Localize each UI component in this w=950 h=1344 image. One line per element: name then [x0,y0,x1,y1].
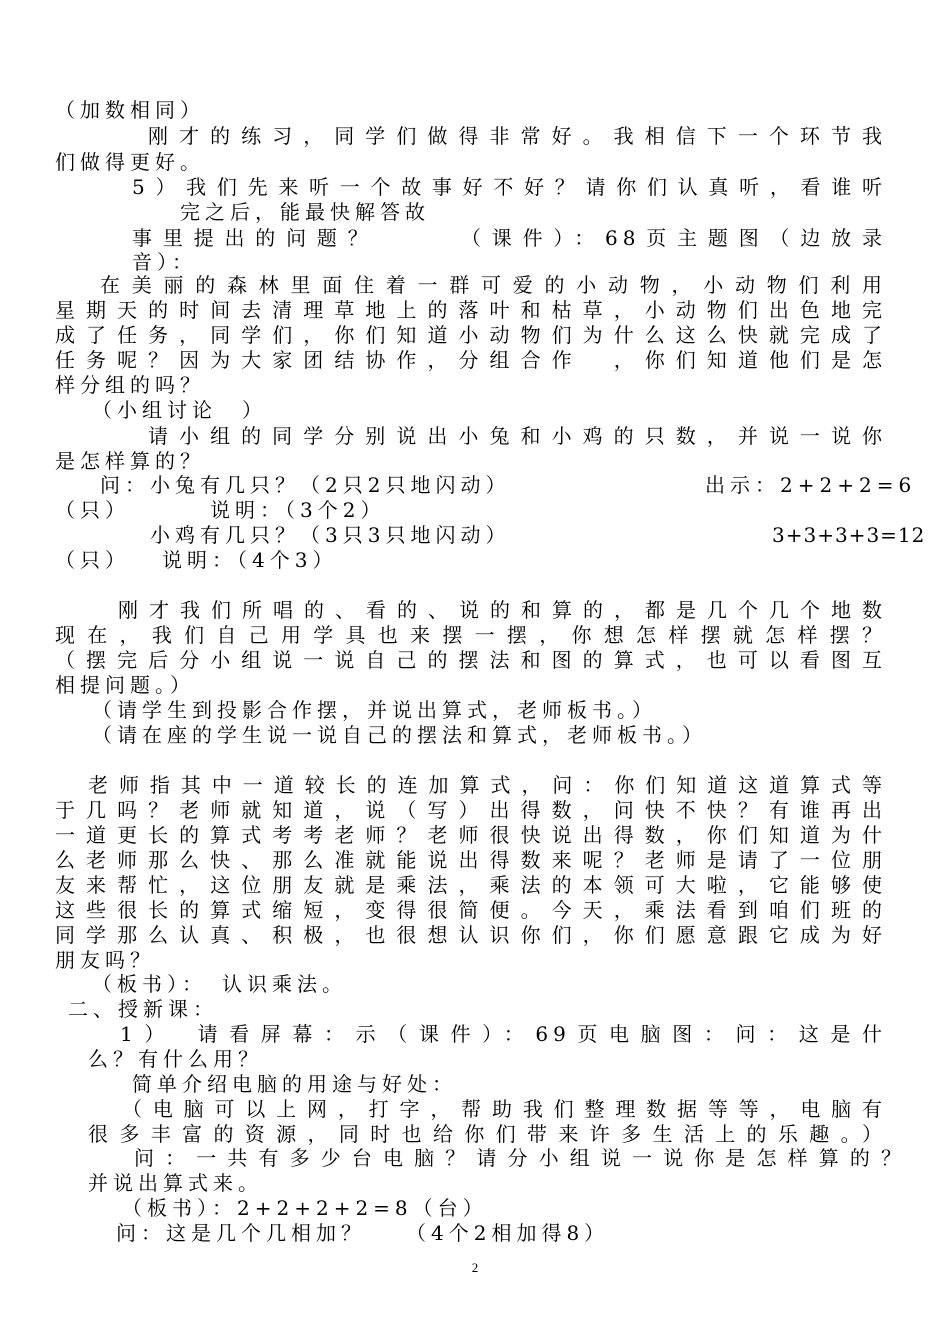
text-line: （电脑可以上网，打字，帮助我们整理数据等等，电脑有 [122,1097,887,1121]
text-line: 请小组的同学分别说出小兔和小鸡的只数，并说一说你 [148,424,887,448]
text-line: 1） 请看屏幕：示（课件）：69页电脑图：问：这是什 [120,1022,887,1046]
text-line: 老师指其中一道较长的连加算式，问：你们知道这道算式等 [88,773,887,797]
text-line: （只） [55,498,130,522]
text-line: 简单介绍电脑的用途与好处： [132,1072,457,1096]
text-line: 样分组的吗？ [55,373,205,397]
text-line: 事里提出的问题？ （课件）：68页主题图（边放录 [132,226,887,250]
text-line: （加数相同） [55,98,205,122]
text-line: 很多丰富的资源，同时也给你们带来许多生活上的乐趣。） [88,1122,887,1146]
text-line: 完之后，能最快解答故 [180,200,430,224]
text-line: 于几吗？老师就知道，说（写）出得数，问快不快？有谁再出 [55,798,887,822]
text-line: 现在，我们自己用学具也来摆一摆，你想怎样摆就怎样摆？ [55,623,887,647]
text-line: 问：这是几个几相加？ （4个2相加得8） [116,1221,610,1245]
text-line: 出示：2+2+2=6 [705,473,917,497]
text-line: 刚才我们所唱的、看的、说的和算的，都是几个几个地数 [118,598,887,622]
text-line: 5）我们先来听一个故事好不好？请你们认真听，看谁听 [132,175,887,199]
text-line: 问：一共有多少台电脑？请分小组说一说你是怎样算的？ [134,1146,906,1170]
text-line: 是怎样算的？ [55,449,205,473]
text-line: 朋友吗？ [55,948,155,972]
text-line: 成了任务，同学们，你们知道小动物们为什么这么快就完成了 [55,323,887,347]
section-heading: 二、授新课： [68,997,218,1021]
text-line: （请在座的学生说一说自己的摆法和算式，老师板书。） [92,723,707,747]
text-line: 相提问题。） [55,673,195,697]
text-line: 说明：（3个2） [210,498,386,522]
text-line: （只） [55,548,130,572]
text-line: 这些很长的算式缩短，变得很简便。今天，乘法看到咱们班的 [55,898,887,922]
text-line: （板书）： 认识乘法。 [92,972,347,996]
text-line: 音）： [132,250,197,274]
page-number: 2 [471,1260,479,1275]
text-line: 同学那么认真、积极，也很想认识你们，你们愿意跟它成为好 [55,923,887,947]
text-line: 说明：（4个3） [162,548,338,572]
text-line: 友来帮忙，这位朋友就是乘法，乘法的本领可大啦，它能够使 [55,873,887,897]
text-line: （请学生到投影合作摆，并说出算式，老师板书。） [92,698,657,722]
text-line: （板书）：2+2+2+2=8（台） [122,1196,488,1220]
text-line: 么老师那么快、那么准就能说出得数来呢？老师是请了一位朋 [55,848,887,872]
text-line: 么？有什么用？ [88,1047,263,1071]
text-line: 刚才的练习，同学们做得非常好。我相信下一个环节我 [148,124,887,148]
text-line: 们做得更好。 [55,150,205,174]
text-line: 问：小兔有几只？（2只2只地闪动） [100,473,511,497]
text-line: 星期天的时间去清理草地上的落叶和枯草，小动物们出色地完 [55,298,887,322]
text-line: 一道更长的算式考考老师？老师很快说出得数，你们知道为什 [55,823,887,847]
text-line: 并说出算式来。 [88,1171,263,1195]
text-line: 3+3+3+3=12 [772,523,926,547]
text-line: （摆完后分小组说一说自己的摆法和图的算式，也可以看图互 [55,648,887,672]
text-line: 小鸡有几只？（3只3只地闪动） [150,523,511,547]
text-line: 任务呢？因为大家团结协作，分组合作 ，你们知道他们是怎 [55,348,887,372]
text-line: （小组讨论 ） [92,398,267,422]
text-line: 在美丽的森林里面住着一群可爱的小动物，小动物们利用 [100,273,887,297]
